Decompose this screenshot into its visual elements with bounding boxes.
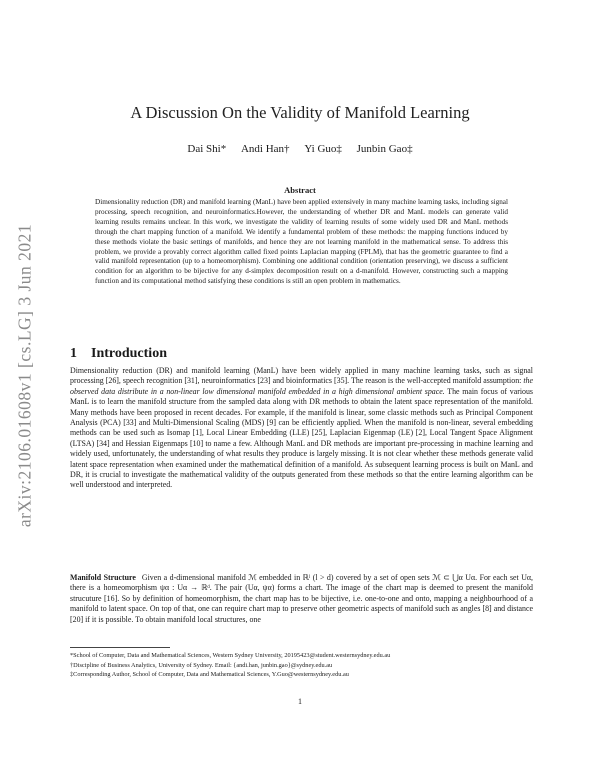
abstract-heading: Abstract [284, 185, 316, 195]
author-name: Andi Han† [240, 143, 290, 155]
manifold-structure-paragraph [70, 573, 533, 625]
arxiv-stamp: arXiv:2106.01608v1 [cs.LG] 3 Jun 2021 [14, 223, 35, 528]
footnote: ‡Corresponding Author, School of Computer, Data and Mathematical Sciences, Y.Guo@westernsydney.edu.au [70, 671, 349, 678]
intro-text-b: The main focus of various ManL is to learn the manifold structure from the sampled data along with DR methods to obtain the latent space representation of the manifold. Many methods have been proposed in recent decades. For example, if the manifold is linear, some classic methods such as Principal Component Analysis (PCA) [33] and Multi-Dimensional Scaling (MDS) [9] can be efficiently applied. When the manifold is non-linear, several embedding methods can be used such as Isomap [1], Local Linear Embedding (LLE) [25], Laplacian Eigenmap (LE) [2], Local Tangent Space Alignment (LTSA) [34] and Hessian Eigenmaps [10] to name a few. Although ManL and DR methods are important pre-processing in machine learning and widely used, unfortunately, the understanding of what results they produce is largely missing. It is not clear whether these methods generate valid latent space representation when examined under the mathematical definition of a manifold. As subsequent learning process is built on ManL and DR, it is crucial to investigate the mathematical validity of the outputs generated from these methods so that the entire learning algorithm can be well understood and interpreted. [70, 386, 533, 490]
section-number: 1 [70, 346, 77, 361]
intro-paragraph [70, 366, 533, 491]
footnotes [70, 651, 533, 680]
manifold-assumption: the observed data distribute in a non-linear low dimensional manifold embedded in a high dimensional ambient space. [70, 376, 533, 396]
section-title: Introduction [91, 346, 167, 361]
author-name: Junbin Gao‡ [356, 143, 413, 155]
page-number: 1 [298, 697, 302, 706]
footnote: *School of Computer, Data and Mathematical Sciences, Western Sydney University, 20195423@student.westernsydney.edu.au [70, 652, 391, 659]
intro-text-a: Dimensionality reduction (DR) and manifold learning (ManL) have been widely applied in many machine learning tasks, such as signal processing [26], speech recognition [31], neuroinformatics [23] and bioinformatics [35]. The reason is the well-accepted manifold assumption: [70, 366, 533, 386]
author-name: Dai Shi* [187, 143, 227, 155]
run-in-heading: Manifold Structure [70, 573, 136, 582]
footnote: †Discipline of Business Analytics, University of Sydney. Email: {andi.han, junbin.gao}@sydney.edu.au [70, 661, 333, 669]
author-name: Yi Guo‡ [304, 143, 342, 155]
author-list [0, 143, 600, 155]
footnote-rule [70, 647, 170, 648]
abstract-text: Dimensionality reduction (DR) and manifold learning (ManL) have been applied extensively in many machine learning tasks, including signal processing, speech recognition, and neuroinformatics.However, the understanding of whether DR and ManL models can generate valid learning results remains unclear. In this work, we investigate the validity of learning results of some widely used DR and ManL methods through the chart mapping function of a manifold. We identify a fundamental problem of these methods: the mapping functions induced by these methods violate the basic settings of manifolds, and hence they are not learning manifold in the mathematical sense. To address this problem, we provide a provably correct algorithm called fixed points Laplacian mapping (FPLM), that has the geometric guarantee to find a valid manifold representation (up to a homeomorphism). Combining one additional condition (orientation preserving), we discuss a sufficient condition for an algorithm to be bijective for any d-simplex decomposition result on a d-manifold. However, constructing such a mapping function and its computational method satisfying these conditions is still an open problem in mathematics. [95, 198, 508, 286]
paper-title: A Discussion On the Validity of Manifold Learning [130, 103, 470, 122]
section-heading [70, 346, 167, 362]
manifold-structure-text: Given a d-dimensional manifold ℳ embedded in ℝˡ (l > d) covered by a set of open sets ℳ ⊂ ⋃α Uα. For each set Uα, there is a homeomorphism ψα : Uα → ℝᵈ. The pair (Uα, ψα) forms a chart. The image of the chart map is deemed to present the manifold strucuture [16]. So by definition of homeomorphism, the chart map has to be bijective, i.e. one-to-one and onto, mapping a neighbourhood of a manifold to latent space. On top of that, one can require chart map to preserve other geometric aspects of manifold such as angles [8] and distance [20] if it is possible. To obtain manifold local structures, one [70, 573, 533, 624]
